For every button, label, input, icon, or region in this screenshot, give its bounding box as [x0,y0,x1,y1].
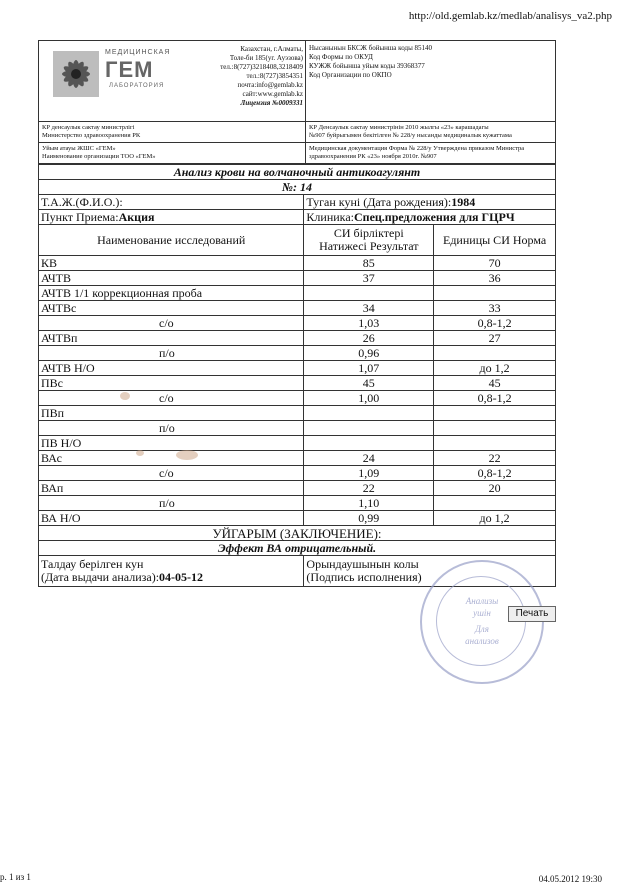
test-result: 45 [304,376,434,391]
ministry-ru: Министерство здравоохранения РК [42,132,141,139]
test-name: с/о [39,466,304,481]
results-table [38,164,556,587]
table-row [39,301,556,316]
test-result: 1,09 [304,466,434,481]
column-header-name: Наименование исследований [39,225,304,256]
table-row [39,466,556,481]
doc-ru-line: Медицинская документация Форма № 228/у Утверждена приказом Министра [309,145,525,152]
test-result: 37 [304,271,434,286]
table-row [39,451,556,466]
test-norm [434,286,556,301]
table-row [39,256,556,271]
test-result: 0,96 [304,346,434,361]
table-row [39,391,556,406]
column-header-units: Единицы СИ Норма [434,225,556,256]
birth-label: Туган куні (Дата рождения): [306,194,452,209]
conclusion-value: Эффект ВА отрицательный. [39,541,556,556]
test-name: с/о [39,391,304,406]
brand-name: ГЕМ [105,57,154,82]
fio-label: Т.А.Ж.(Ф.И.О.): [41,194,123,209]
stamp-text: Анализы [465,596,499,606]
license-number: Лицензия №0009331 [240,99,303,107]
brand-tagline: МЕДИЦИНСКАЯ [105,49,171,56]
ministry-cell [39,122,306,143]
conclusion-label: УЙГАРЫМ (ЗАКЛЮЧЕНИЕ): [39,526,556,541]
test-norm: до 1,2 [434,511,556,526]
test-result [304,436,434,451]
point-label: Пункт Приема: [41,209,119,224]
code-line: Нысанынын БКСЖ бойынша коды 85140 [309,44,433,52]
stain-mark [120,392,130,400]
page-counter: р. 1 из 1 [0,872,31,882]
issue-label-1: Талдау берілген кун [41,557,144,571]
doc-kz-line: КР Денсаулык сактау министрінін 2010 жылгы «23» карашадагы [309,124,489,131]
test-norm [434,406,556,421]
brand-subtitle: ЛАБОРАТОРИЯ [109,83,165,89]
page-url: http://old.gemlab.kz/medlab/analisys_va2.php [408,10,612,22]
test-norm: 20 [434,481,556,496]
result-rows [39,256,556,526]
org-ru: Наименование организации ТОО «ГЕМ» [42,153,156,160]
test-norm [434,496,556,511]
test-result: 22 [304,481,434,496]
table-row [39,331,556,346]
stain-mark [176,450,198,460]
print-button[interactable]: Печать [508,606,556,622]
organization-cell [39,143,306,164]
doc-ru-cell [306,143,556,164]
test-result: 1,03 [304,316,434,331]
test-name: АЧТВп [39,331,304,346]
test-result: 1,00 [304,391,434,406]
test-name: п/о [39,346,304,361]
table-row [39,376,556,391]
stamp-text: анализов [465,636,499,646]
form-codes-cell [306,41,556,122]
test-result: 26 [304,331,434,346]
address-line: почта:info@gemlab.kz [237,81,303,89]
print-timestamp: 04.05.2012 19:30 [538,874,602,884]
clinic-cell [304,210,556,225]
test-result [304,421,434,436]
test-norm: до 1,2 [434,361,556,376]
executor-label-1: Орындаушынын колы [306,557,419,571]
point-value: Акция [118,209,155,224]
test-name: КВ [39,256,304,271]
code-line: Код Формы по ОКУД [309,53,373,61]
test-name: ПВп [39,406,304,421]
document-header [38,40,556,164]
birth-cell [304,195,556,210]
test-norm: 70 [434,256,556,271]
lab-address [220,45,303,108]
doc-kz-cell [306,122,556,143]
point-cell [39,210,304,225]
stamp-text: ушін [473,608,491,618]
test-norm: 33 [434,301,556,316]
test-name: с/о [39,316,304,331]
address-line: Казахстан, г.Алматы, [240,45,303,53]
doc-kz-line: №907 буйрыгымен бекітілген № 228/у нысанды медициналык кужаттама [309,132,512,139]
test-result: 24 [304,451,434,466]
ministry-kz: КР денсаулык сактау министрлігі [42,124,135,131]
table-row [39,361,556,376]
test-name: п/о [39,496,304,511]
column-result-line2: Натижесі Результат [319,239,419,253]
test-name: АЧТВ [39,271,304,286]
flower-logo-icon [53,51,99,97]
test-name: АЧТВ 1/1 коррекционная проба [39,286,304,301]
table-row [39,511,556,526]
test-norm: 45 [434,376,556,391]
lab-stamp [420,560,544,684]
test-norm: 36 [434,271,556,286]
table-row [39,436,556,451]
issue-date-cell [39,556,304,587]
test-norm: 22 [434,451,556,466]
test-result [304,406,434,421]
clinic-label: Клиника: [306,209,354,224]
issue-date-value: 04-05-12 [159,570,204,584]
address-line: тел.:8(727)3218408,3218409 [220,63,303,71]
test-result: 0,99 [304,511,434,526]
address-line: Толе-би 185(уг. Ауэзова) [229,54,303,62]
test-norm: 0,8-1,2 [434,316,556,331]
test-name: ПВ Н/О [39,436,304,451]
analysis-document [38,40,556,587]
table-row [39,496,556,511]
test-result: 1,10 [304,496,434,511]
org-kz: Уйым атауы ЖШС «ГЕМ» [42,145,116,152]
issue-label-2: (Дата выдачи анализа): [41,570,160,584]
analysis-title: Анализ крови на волчаночный антикоагулянт [39,165,556,180]
executor-label-2: (Подпись исполнения) [306,570,422,584]
table-row [39,346,556,361]
test-name: ВА Н/О [39,511,304,526]
table-row [39,286,556,301]
test-name: п/о [39,421,304,436]
test-norm: 0,8-1,2 [434,466,556,481]
code-line: Код Организации по ОКПО [309,71,392,79]
table-row [39,271,556,286]
code-line: КУЖЖ бойынша уйым коды 39368377 [309,62,425,70]
test-name: ВАп [39,481,304,496]
table-row [39,406,556,421]
analysis-number: №: 14 [39,180,556,195]
test-name: ПВс [39,376,304,391]
test-norm [434,346,556,361]
clinic-value: Спец.предложения для ГЦРЧ [353,209,515,224]
birth-value: 1984 [451,194,476,209]
test-name: АЧТВ Н/О [39,361,304,376]
test-name: АЧТВс [39,301,304,316]
stamp-text: Для [475,624,489,634]
test-norm: 27 [434,331,556,346]
test-norm [434,436,556,451]
stain-mark [136,450,144,456]
test-result [304,286,434,301]
column-result-line1: СИ бірліктері [333,226,404,240]
address-line: сайт:www.gemlab.kz [242,90,303,98]
table-row [39,481,556,496]
test-result: 34 [304,301,434,316]
test-norm [434,421,556,436]
table-row [39,421,556,436]
table-row [39,316,556,331]
fio-cell [39,195,304,210]
test-norm: 0,8-1,2 [434,391,556,406]
lab-info-cell [39,41,306,122]
test-result: 85 [304,256,434,271]
address-line: тел.:8(727)3854351 [246,72,303,80]
test-result: 1,07 [304,361,434,376]
doc-ru-line: здравоохранения РК «23» ноября 2010г. №907 [309,153,437,160]
column-header-result [304,225,434,256]
test-name: ВАс [39,451,304,466]
